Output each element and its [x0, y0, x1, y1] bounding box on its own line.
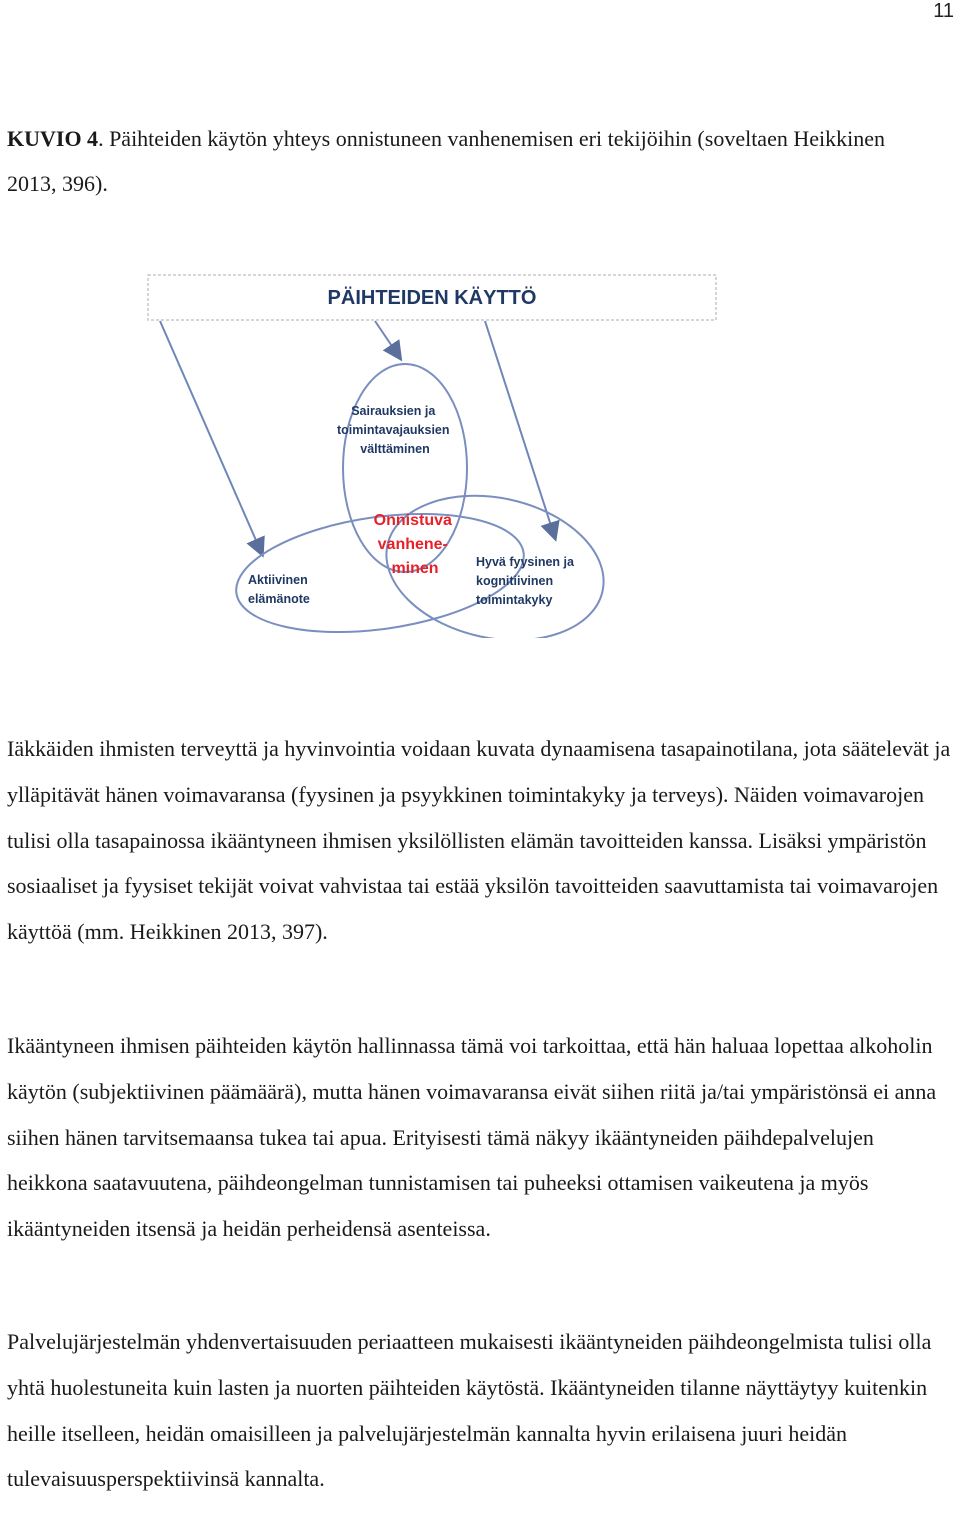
page-number: 11 [933, 0, 954, 22]
left-label-line-1: Aktiivinen [248, 573, 308, 587]
right-label-line-2: kognitiivinen [476, 574, 554, 588]
right-label-line-1: Hyvä fyysinen ja [476, 555, 574, 569]
diagram-svg [140, 268, 730, 638]
top-label-line-2: toimintavajauksien [336, 423, 450, 437]
top-label-line-1: Sairauksien ja [351, 404, 436, 418]
paragraph-3: Palvelujärjestelmän yhdenvertaisuuden periaatteen mukaisesti ikääntyneiden päihdeongelmista tulisi olla yhtä huolestuneita kuin lasten ja nuorten päihteiden käytöstä. Ikääntyneiden tilanne näyttäytyy kuitenkin heille itselleen, heidän omaisilleen ja palvelujärjestelmän kannalta hyvin erilaisena juuri heidän tulevaisuusperspektiivinsä kannalta. [7, 1329, 932, 1492]
diagram-title: PÄIHTEIDEN KÄYTTÖ [327, 287, 537, 309]
paragraph-2: Ikääntyneen ihmisen päihteiden käytön hallinnassa tämä voi tarkoittaa, että hän haluaa lopettaa alkoholin käytön (subjektiivinen päämäärä), mutta hänen voimavaransa eivät siihen riitä ja/tai ympäristönsä ei anna siihen hänen tarvitsemaansa tukea tai apua. Erityisesti tämä näkyy ikääntyneiden päihdepalvelujen heikkona saatavuutena, päihdeongelman tunnistamisen tai puheeksi ottamisen vaikeutena ja myös ikääntyneiden itsensä ja heidän perheidensä asenteissa. [7, 1033, 937, 1242]
arrow-top [375, 321, 400, 358]
caption-text: . Päihteiden käytön yhteys onnistuneen vanhenemisen eri tekijöihin (soveltaen Heikkinen 2013, 396). [7, 126, 885, 196]
caption-label: KUVIO 4 [7, 126, 99, 151]
top-circle-label [337, 404, 453, 456]
right-circle-label [476, 555, 577, 607]
center-label-line-1: Onnistuva [373, 512, 452, 529]
left-circle-label [248, 573, 311, 606]
figure-caption [7, 116, 907, 206]
top-label-line-3: välttäminen [360, 442, 430, 456]
paragraph-1: Iäkkäiden ihmisten terveyttä ja hyvinvointia voidaan kuvata dynaamisena tasapainotilana, jota säätelevät ja ylläpitävät hänen voimavaransa (fyysinen ja psyykkinen toimintakyky ja terveys). Näiden voimavarojen tulisi olla tasapainossa ikääntyneen ihmisen yksilöllisten elämän tavoitteiden kanssa. Lisäksi ympäristön sosiaaliset ja fyysiset tekijät voivat vahvistaa tai estää yksilön tavoitteiden saavuttamista tai voimavarojen käyttöä (mm. Heikkinen 2013, 397). [7, 736, 951, 945]
center-label-line-2: vanhene- [377, 536, 448, 553]
substance-use-diagram [140, 268, 730, 638]
right-label-line-3: toimintakyky [476, 593, 553, 607]
left-label-line-2: elämänote [248, 592, 310, 606]
arrow-left [160, 321, 262, 554]
center-label-line-3: minen [391, 560, 439, 577]
arrow-right [485, 321, 555, 538]
